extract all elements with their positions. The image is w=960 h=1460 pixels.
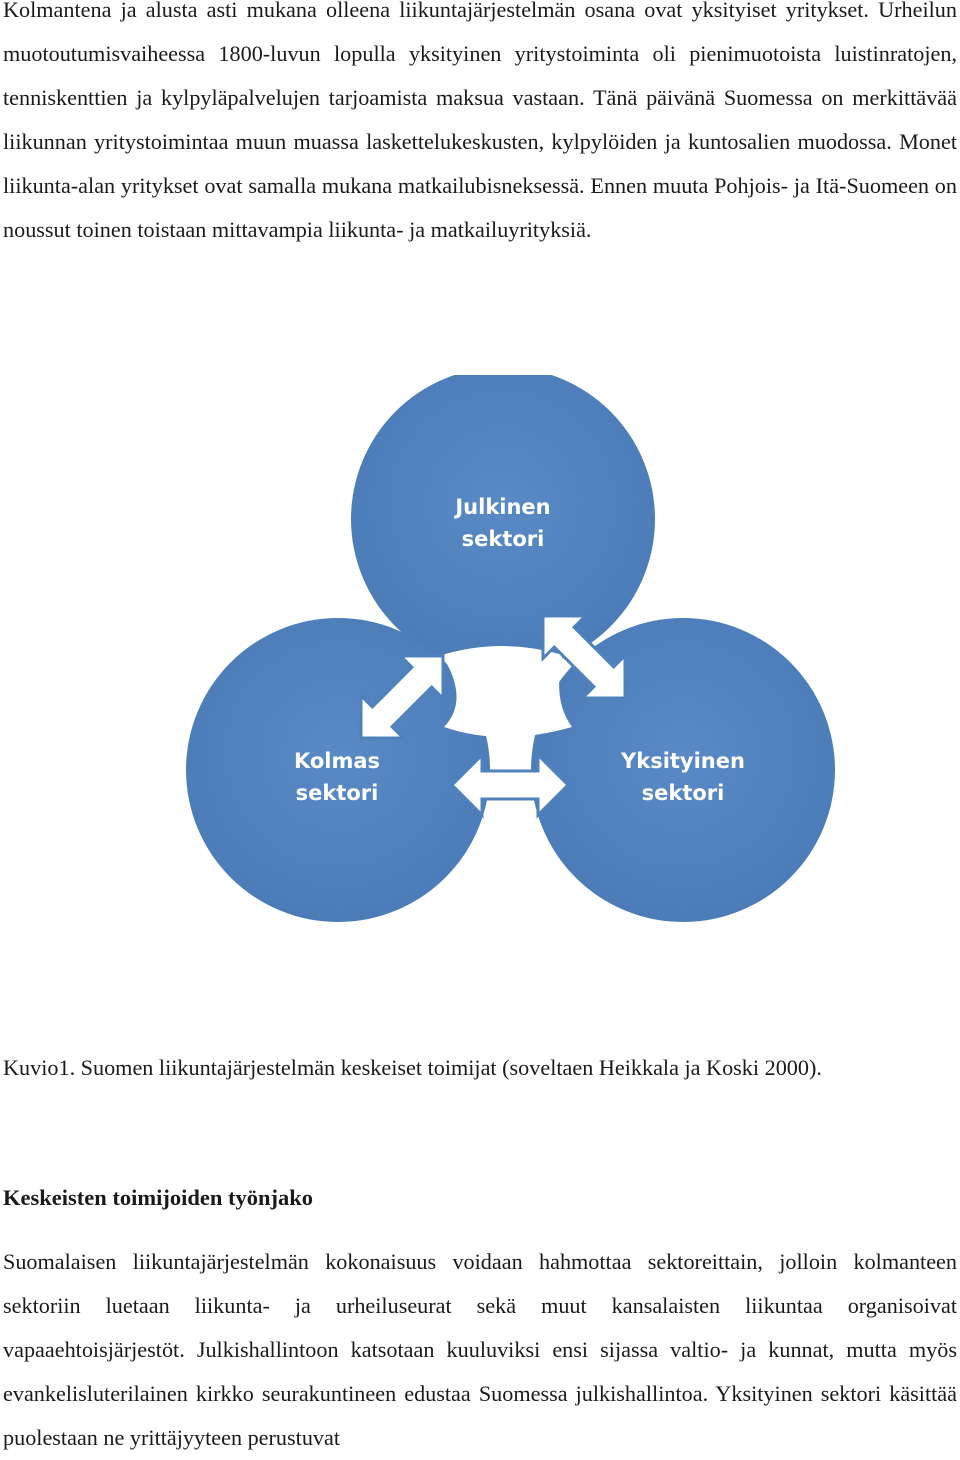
paragraph-sectors: Suomalaisen liikuntajärjestelmän kokonaisuus voidaan hahmottaa sektoreittain, jolloin kolmanteen sektoriin luetaan liikunta- ja urheiluseurat sekä muut kansalaisten liikuntaa organisoivat vapaaehtoisjärjestöt. Julkishallintoon katsotaan kuuluviksi ensi sijassa valtio- ja kunnat, mutta myös evankelisluterilainen kirkko seurakuntineen edustaa Suomessa julkishallintoa. Yksityinen sektori käsittää puolestaan ne yrittäjyyteen perustuvat: [3, 1249, 957, 1450]
figure-caption: Kuvio1. Suomen liikuntajärjestelmän keskeiset toimijat (soveltaen Heikkala ja Koski 2000).: [3, 1055, 822, 1080]
sector-diagram: [180, 375, 850, 935]
label-third-line1: Kolmas: [293, 749, 381, 773]
label-private-line1: Yksityinen: [621, 749, 745, 773]
section-heading: Keskeisten toimijoiden työnjako: [3, 1185, 314, 1210]
label-private-line2: sektori: [641, 781, 725, 805]
label-public-line2: sektori: [461, 527, 545, 551]
label-third-line2: sektori: [295, 781, 379, 805]
centre-gap: [442, 646, 572, 737]
label-public-line1: Julkinen: [455, 495, 551, 519]
sector-diagram-svg: [180, 375, 850, 935]
circle-public-sector: [351, 375, 655, 671]
paragraph-private-companies: Kolmantena ja alusta asti mukana olleena liikuntajärjestelmän osana ovat yksityiset yritykset. Urheilun muotoutumisvaiheessa 1800-luvun lopulla yksityinen yritystoiminta oli pienimuotoista luistinratojen, tenniskenttien ja kylpyläpalvelujen tarjoamista maksua vastaan. Tänä päivänä Suomessa on merkittävää liikunnan yritystoimintaa muun muassa laskettelukeskusten, kylpylöiden ja kuntosalien muodossa. Monet liikunta-alan yritykset ovat samalla mukana matkailubisneksessä. Ennen muuta Pohjois- ja Itä-Suomeen on noussut toinen toistaan mittavampia liikunta- ja matkailuyrityksiä.: [3, 0, 957, 242]
